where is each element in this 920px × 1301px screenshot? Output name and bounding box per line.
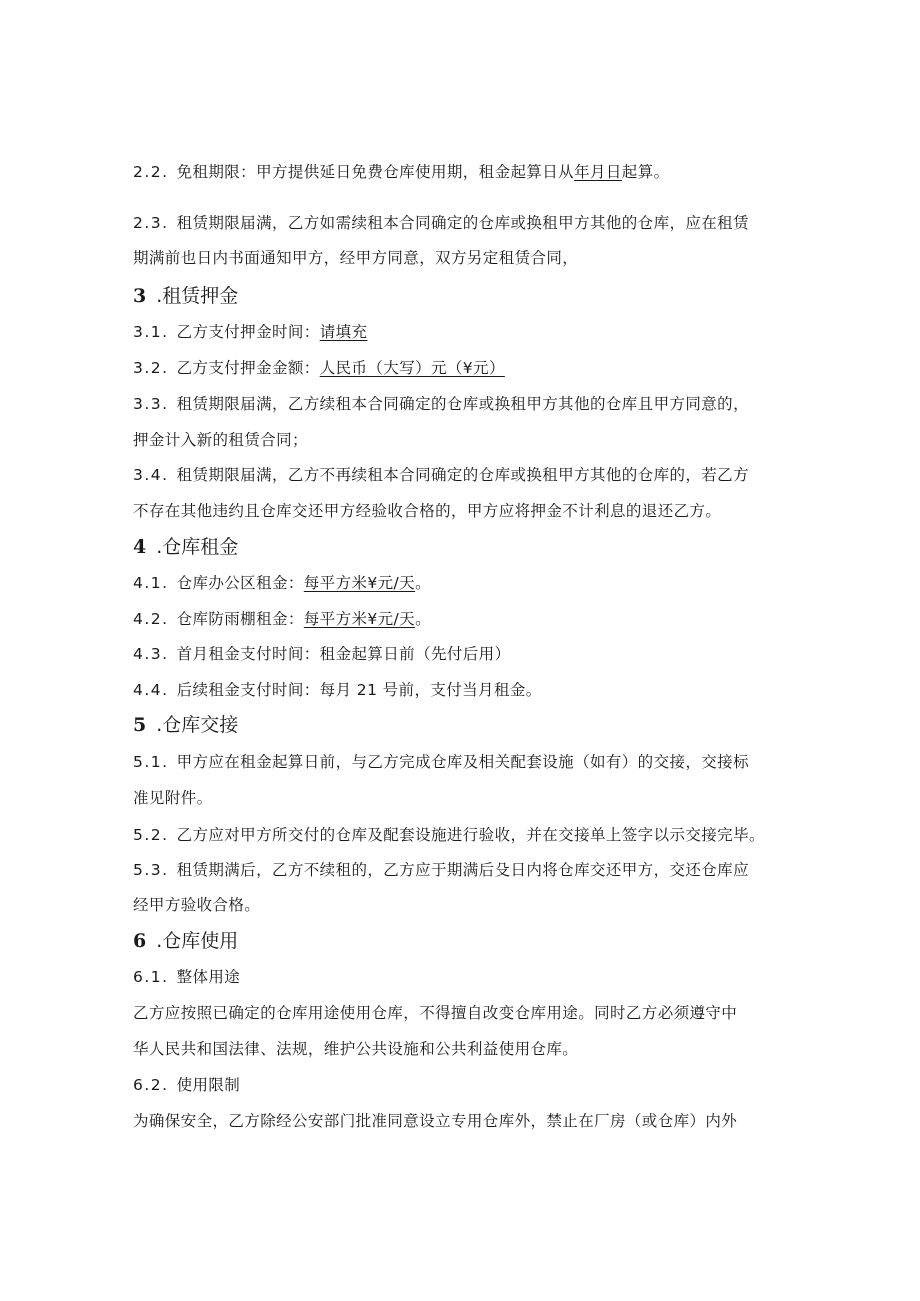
clause-number: 6.1.: [133, 968, 169, 986]
section-title: .仓库租金: [156, 536, 239, 558]
clause-number: 3.4.: [133, 466, 169, 484]
clause-blank: 人民币（大写）元（¥元）: [319, 359, 505, 377]
section-heading-6: [133, 929, 238, 953]
section-title: .租赁押金: [156, 285, 239, 307]
clause-3-4-line-2: 不存在其他违约且仓库交还甲方经验收合格的，甲方应将押金不计利息的退还乙方。: [133, 502, 722, 520]
clause-blank: 每平方米¥元/天: [303, 610, 416, 628]
clause-6-2: [133, 1075, 240, 1095]
clause-6-1-body-line-2: 华人民共和国法律、法规，维护公共设施和公共利益使用仓库。: [133, 1040, 579, 1058]
section-heading-3: [133, 284, 238, 308]
clause-text: 租赁期满后，乙方不续租的，乙方应于期满后殳日内将仓库交还甲方，交还仓库应: [176, 861, 749, 879]
clause-number: 2.2.: [133, 163, 169, 181]
clause-blank: 请填充: [319, 323, 368, 341]
clause-4-3: [133, 644, 510, 664]
clause-6-2-body-line-1: 为确保安全，乙方除经公安部门批准同意设立专用仓库外，禁止在厂房（或仓库）内外: [133, 1112, 738, 1130]
clause-number: 6.2.: [133, 1076, 169, 1094]
clause-text: 使用限制: [176, 1076, 241, 1094]
clause-text: 免租期限：甲方提供延日免费仓库使用期，租金起算日从: [176, 163, 575, 181]
clause-number: 5.3.: [133, 861, 169, 879]
clause-text: 首月租金支付时间：租金起算日前（先付后用）: [176, 645, 511, 663]
clause-number: 4.3.: [133, 645, 169, 663]
section-title: .仓库使用: [156, 930, 239, 952]
clause-number: 3.1.: [133, 323, 169, 341]
clause-4-1: [133, 573, 431, 593]
clause-text-end: 。: [415, 574, 431, 592]
clause-text: 整体用途: [176, 968, 241, 986]
clause-text: 乙方应对甲方所交付的仓库及配套设施进行验收，并在交接单上签字以示交接完毕。: [176, 826, 765, 844]
clause-text: 租赁期限届满，乙方不再续租本合同确定的仓库或换租甲方其他的仓库的，若乙方: [176, 466, 749, 484]
clause-2-3-line-1: [133, 213, 749, 233]
section-number: 5: [133, 714, 147, 736]
clause-5-3-line-1: [133, 860, 749, 880]
clause-number: 4.4.: [133, 681, 169, 699]
clause-3-3-line-2: 押金计入新的租赁合同；: [133, 431, 308, 449]
clause-number: 4.1.: [133, 574, 169, 592]
clause-text: 租赁期限届满，乙方续租本合同确定的仓库或换租甲方其他的仓库且甲方同意的，: [176, 395, 749, 413]
clause-4-4: [133, 680, 542, 700]
section-heading-4: [133, 535, 238, 559]
clause-4-2: [133, 609, 431, 629]
clause-2-3-line-2: 期满前也日内书面通知甲方，经甲方同意，双方另定租赁合同，: [133, 249, 579, 267]
clause-3-4-line-1: [133, 465, 749, 485]
clause-number: 2.3.: [133, 214, 169, 232]
clause-5-1-line-2: 准见附件。: [133, 789, 213, 807]
clause-number: 4.2.: [133, 610, 169, 628]
clause-text: 甲方应在租金起算日前，与乙方完成仓库及相关配套设施（如有）的交接，交接标: [176, 753, 749, 771]
clause-3-3-line-1: [133, 394, 749, 414]
clause-number: 5.1.: [133, 753, 169, 771]
clause-text: 仓库防雨棚租金：: [176, 610, 304, 628]
clause-text: 乙方支付押金金额：: [176, 359, 320, 377]
clause-5-3-line-2: 经甲方验收合格。: [133, 896, 261, 914]
clause-number: 3.3.: [133, 395, 169, 413]
clause-text: 后续租金支付时间：每月 21 号前，支付当月租金。: [176, 681, 542, 699]
clause-number: 5.2.: [133, 826, 169, 844]
clause-number: 3.2.: [133, 359, 169, 377]
clause-6-1: [133, 967, 240, 987]
clause-6-1-body-line-1: 乙方应按照已确定的仓库用途使用仓库，不得擅自改变仓库用途。同时乙方必须遵守中: [133, 1004, 738, 1022]
section-number: 6: [133, 930, 147, 952]
clause-text: 乙方支付押金时间：: [176, 323, 320, 341]
section-heading-5: [133, 713, 238, 737]
clause-text-end: 起算。: [621, 163, 670, 181]
section-number: 3: [133, 285, 147, 307]
clause-blank: 年月日: [574, 163, 622, 181]
clause-blank: 每平方米¥元/天: [303, 574, 416, 592]
clause-3-2: [133, 358, 505, 378]
clause-2-2: [133, 162, 670, 182]
clause-5-1-line-1: [133, 752, 749, 772]
section-number: 4: [133, 536, 147, 558]
clause-text: 仓库办公区租金：: [176, 574, 304, 592]
clause-text: 租赁期限届满，乙方如需续租本合同确定的仓库或换租甲方其他的仓库，应在租赁: [176, 214, 749, 232]
clause-text-end: 。: [415, 610, 431, 628]
clause-5-2: [133, 825, 765, 845]
clause-3-1: [133, 322, 367, 342]
section-title: .仓库交接: [156, 714, 239, 736]
